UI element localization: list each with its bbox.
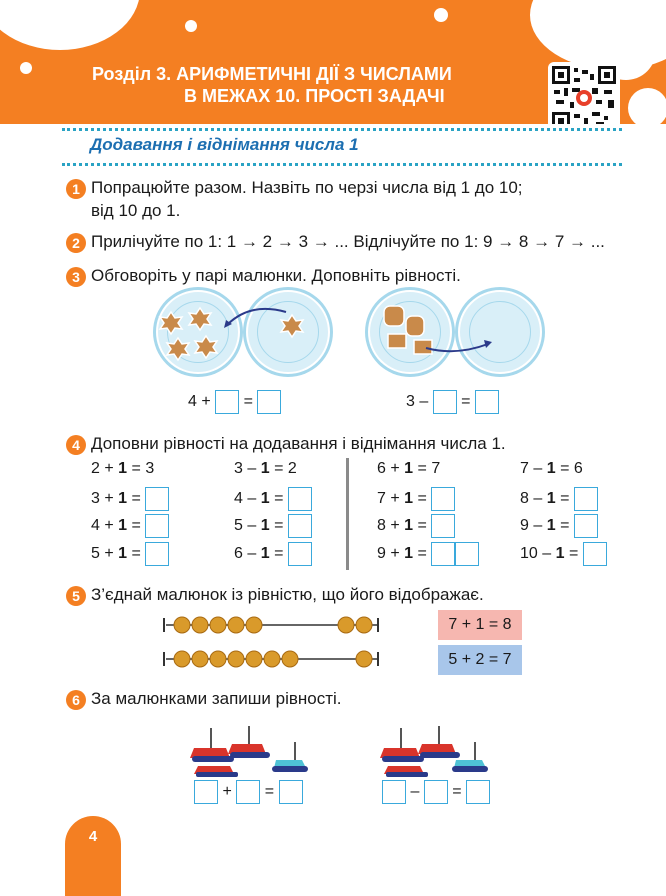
operand: 5 bbox=[234, 517, 243, 535]
operator: – bbox=[247, 517, 257, 535]
answer-box[interactable] bbox=[288, 542, 312, 566]
operand: 5 bbox=[91, 545, 100, 563]
equation-row bbox=[377, 542, 479, 566]
task-number: 1 bbox=[66, 179, 86, 199]
operator: + bbox=[104, 490, 114, 508]
operator: – bbox=[247, 490, 257, 508]
header-decor bbox=[185, 20, 197, 32]
abacus-bead bbox=[192, 617, 208, 633]
abacus-bead bbox=[246, 617, 262, 633]
operand: 1 bbox=[404, 490, 414, 508]
equals-sign: = bbox=[417, 460, 427, 477]
equals-sign: = bbox=[131, 460, 141, 477]
operand: 1 bbox=[260, 490, 270, 508]
result: 2 bbox=[287, 460, 297, 477]
answer-box[interactable] bbox=[215, 390, 239, 414]
equals-sign: = bbox=[131, 490, 141, 508]
answer-box[interactable] bbox=[574, 514, 598, 538]
operand: 4 bbox=[234, 490, 243, 508]
task-number: 2 bbox=[66, 233, 86, 253]
equals-sign: = bbox=[417, 517, 427, 535]
card-text: 5 + 2 = 7 bbox=[448, 651, 512, 668]
page-number-tab bbox=[65, 816, 121, 896]
equation-row bbox=[91, 514, 169, 538]
equals-sign: = bbox=[274, 490, 284, 508]
abacus-bead bbox=[282, 651, 298, 667]
equals-sign: = bbox=[131, 545, 141, 563]
answer-box[interactable] bbox=[574, 487, 598, 511]
equals-sign: = bbox=[417, 545, 427, 563]
operand: 1 bbox=[118, 545, 128, 563]
answer-box[interactable] bbox=[257, 390, 281, 414]
equation-row bbox=[234, 542, 312, 566]
answer-box[interactable] bbox=[431, 514, 455, 538]
operator: + bbox=[201, 393, 211, 411]
operand: 6 bbox=[377, 460, 386, 477]
abacus-bead bbox=[210, 617, 226, 633]
task-3-equation-left bbox=[188, 390, 281, 414]
operator: + bbox=[104, 517, 114, 535]
operator: + bbox=[390, 490, 400, 508]
equals-sign: = bbox=[243, 393, 253, 411]
bumper-cars-illustration bbox=[190, 722, 510, 778]
operator: + bbox=[104, 460, 114, 477]
operand: 3 bbox=[234, 460, 243, 477]
cookies-illustration bbox=[156, 290, 556, 370]
operand: 1 bbox=[404, 545, 414, 563]
equals-sign: = bbox=[274, 460, 284, 477]
operand: 9 bbox=[520, 517, 529, 535]
answer-box[interactable] bbox=[431, 487, 455, 511]
task-2-text: Прилічуйте по 1: 1 → 2 → 3 → ... Відлічуйте по 1: 9 → 8 → 7 → ... bbox=[91, 232, 605, 251]
card-text: 7 + 1 = 8 bbox=[448, 616, 512, 633]
equals-sign: = bbox=[131, 517, 141, 535]
equals-sign: = bbox=[461, 393, 471, 411]
operand: 1 bbox=[260, 460, 270, 477]
operand: 1 bbox=[555, 545, 565, 563]
answer-box[interactable] bbox=[194, 780, 218, 804]
abacus-bead bbox=[264, 651, 280, 667]
task-number: 5 bbox=[66, 586, 86, 606]
operator: + bbox=[390, 545, 400, 563]
operand: 1 bbox=[260, 517, 270, 535]
answer-box[interactable] bbox=[236, 780, 260, 804]
task-number: 3 bbox=[66, 267, 86, 287]
task-5-text: З’єднай малюнок із рівністю, що його відображає. bbox=[91, 585, 484, 604]
equation-row bbox=[520, 514, 598, 538]
answer-box[interactable] bbox=[475, 390, 499, 414]
answer-box[interactable] bbox=[145, 542, 169, 566]
answer-box[interactable] bbox=[288, 514, 312, 538]
operand: 2 bbox=[91, 460, 100, 477]
equation-row bbox=[91, 460, 154, 478]
chapter-title bbox=[92, 63, 452, 107]
equation-row bbox=[91, 542, 169, 566]
result: 6 bbox=[573, 460, 583, 477]
operand: 7 bbox=[520, 460, 529, 477]
operand: 9 bbox=[377, 545, 386, 563]
operator: – bbox=[542, 545, 552, 563]
operator: – bbox=[533, 460, 543, 477]
equals-sign: = bbox=[568, 545, 579, 563]
chapter-title-line2: В МЕЖАХ 10. ПРОСТІ ЗАДАЧІ bbox=[184, 86, 445, 106]
equals-sign: = bbox=[452, 783, 462, 801]
equation-row bbox=[234, 487, 312, 511]
operator: + bbox=[390, 460, 400, 477]
operator: + bbox=[390, 517, 400, 535]
operator: – bbox=[419, 393, 429, 411]
operand: 6 bbox=[234, 545, 243, 563]
task-6-equation-left bbox=[194, 780, 303, 804]
operand: 1 bbox=[546, 517, 556, 535]
abacus-bead bbox=[174, 617, 190, 633]
answer-box[interactable] bbox=[145, 514, 169, 538]
page-number: 4 bbox=[88, 828, 98, 845]
divider bbox=[62, 128, 622, 131]
equation-row bbox=[91, 487, 169, 511]
equals-sign: = bbox=[560, 460, 570, 477]
abacus-illustration bbox=[160, 610, 390, 670]
equals-sign: = bbox=[560, 490, 570, 508]
answer-box[interactable] bbox=[433, 390, 457, 414]
operand: 1 bbox=[404, 517, 414, 535]
abacus-bead bbox=[356, 617, 372, 633]
chapter-header bbox=[0, 0, 666, 124]
operator: – bbox=[410, 783, 420, 801]
section-subtitle: Додавання і віднімання числа 1 bbox=[90, 135, 359, 154]
abacus-bead bbox=[356, 651, 372, 667]
answer-box[interactable] bbox=[431, 542, 455, 566]
task-1-line2: від 10 до 1. bbox=[91, 201, 181, 220]
operand: 3 bbox=[406, 393, 415, 411]
task-number: 4 bbox=[66, 435, 86, 455]
operand: 10 bbox=[520, 545, 538, 563]
equation-row bbox=[520, 460, 583, 478]
operand: 4 bbox=[188, 393, 197, 411]
abacus-bead bbox=[210, 651, 226, 667]
operand: 1 bbox=[404, 460, 414, 477]
operand: 4 bbox=[91, 517, 100, 535]
operator: – bbox=[533, 517, 543, 535]
task-3-equation-right bbox=[406, 390, 499, 414]
task-1-text bbox=[91, 176, 523, 222]
qr-code[interactable] bbox=[548, 62, 620, 124]
operand: 1 bbox=[546, 460, 556, 477]
answer-box[interactable] bbox=[279, 780, 303, 804]
answer-box[interactable] bbox=[455, 542, 479, 566]
answer-box[interactable] bbox=[583, 542, 607, 566]
operator: – bbox=[247, 460, 257, 477]
header-decor bbox=[20, 62, 32, 74]
abacus-bead bbox=[228, 617, 244, 633]
abacus-bead bbox=[174, 651, 190, 667]
operand: 8 bbox=[520, 490, 529, 508]
operand: 1 bbox=[546, 490, 556, 508]
answer-box[interactable] bbox=[145, 487, 169, 511]
equals-sign: = bbox=[274, 545, 284, 563]
header-decor bbox=[434, 8, 448, 22]
operand: 7 bbox=[377, 490, 386, 508]
task-6-text: За малюнками запиши рівності. bbox=[91, 689, 342, 708]
abacus-bead bbox=[192, 651, 208, 667]
answer-box[interactable] bbox=[466, 780, 490, 804]
equation-row bbox=[520, 487, 598, 511]
abacus-bead bbox=[338, 617, 354, 633]
task-4-text: Доповни рівності на додавання і віднімання числа 1. bbox=[91, 434, 506, 453]
equation-card[interactable] bbox=[438, 645, 522, 675]
equation-row bbox=[234, 514, 312, 538]
task-1-line1: Попрацюйте разом. Назвіть по черзі числа від 1 до 10; bbox=[91, 178, 523, 197]
answer-box[interactable] bbox=[424, 780, 448, 804]
operator: + bbox=[104, 545, 114, 563]
result: 3 bbox=[145, 460, 155, 477]
equals-sign: = bbox=[264, 783, 275, 801]
divider bbox=[62, 163, 622, 166]
chapter-title-line1: Розділ 3. АРИФМЕТИЧНІ ДІЇ З ЧИСЛАМИ bbox=[92, 64, 452, 84]
operand: 1 bbox=[118, 490, 128, 508]
equals-sign: = bbox=[274, 517, 284, 535]
operator: + bbox=[222, 783, 232, 801]
equation-card[interactable] bbox=[438, 610, 522, 640]
operand: 1 bbox=[118, 517, 128, 535]
task-3-text: Обговоріть у парі малюнки. Доповніть рівності. bbox=[91, 266, 461, 285]
equation-row bbox=[377, 514, 455, 538]
abacus-bead bbox=[228, 651, 244, 667]
equation-row bbox=[234, 460, 297, 478]
answer-box[interactable] bbox=[382, 780, 406, 804]
equation-row bbox=[520, 542, 607, 566]
equation-row bbox=[377, 487, 455, 511]
task-number: 6 bbox=[66, 690, 86, 710]
operand: 1 bbox=[118, 460, 128, 477]
equals-sign: = bbox=[417, 490, 427, 508]
equals-sign: = bbox=[560, 517, 570, 535]
task-6-equation-right bbox=[382, 780, 490, 804]
operand: 8 bbox=[377, 517, 386, 535]
operator: – bbox=[247, 545, 257, 563]
operand: 3 bbox=[91, 490, 100, 508]
abacus-bead bbox=[246, 651, 262, 667]
operator: – bbox=[533, 490, 543, 508]
result: 7 bbox=[431, 460, 441, 477]
header-decor bbox=[0, 0, 140, 50]
column-divider bbox=[346, 458, 349, 570]
header-decor bbox=[628, 88, 666, 124]
answer-box[interactable] bbox=[288, 487, 312, 511]
operand: 1 bbox=[260, 545, 270, 563]
equation-row bbox=[377, 460, 440, 478]
